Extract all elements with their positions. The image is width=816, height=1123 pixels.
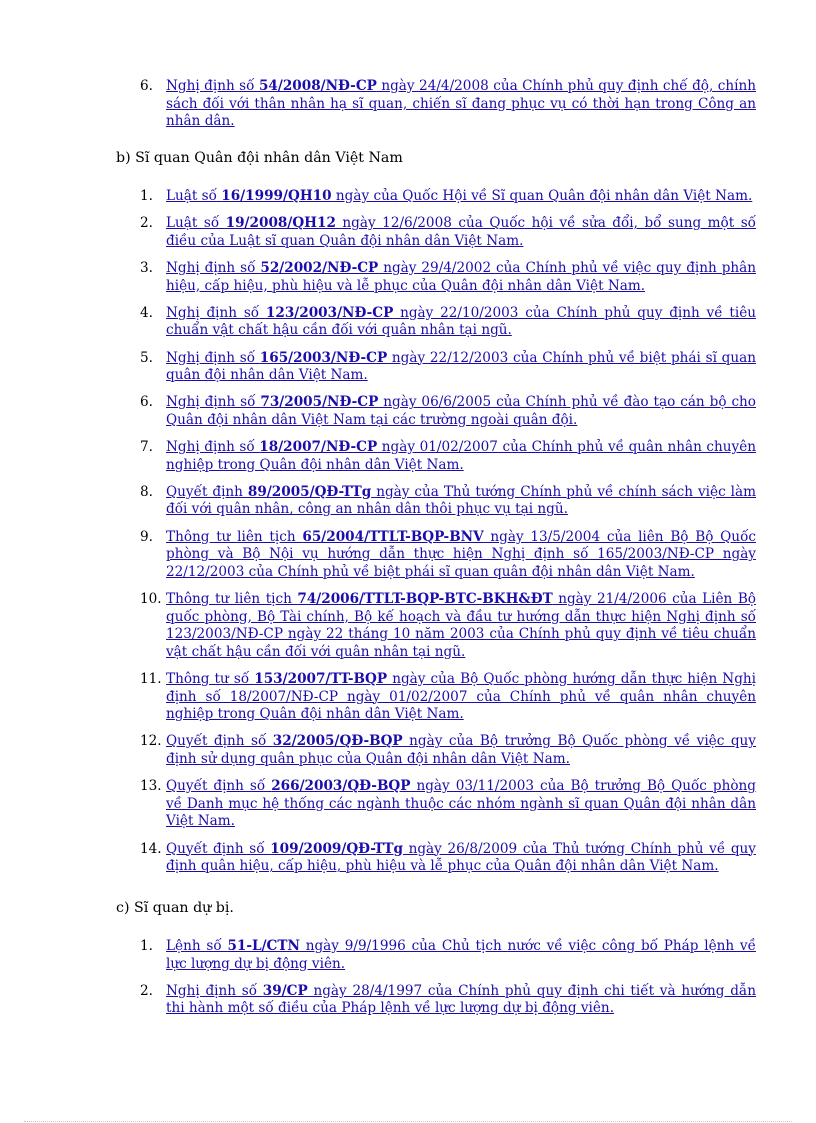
list-item [116, 529, 756, 582]
document-code: 39/CP [262, 982, 308, 999]
document-code: 32/2005/QĐ-BQP [272, 733, 403, 750]
list-item [116, 671, 756, 724]
item-number: 9. [140, 528, 153, 545]
document-link[interactable] [166, 439, 756, 474]
item-number: 14. [140, 840, 162, 857]
item-number: 12. [140, 733, 162, 750]
link-prefix: Quyết định số [166, 840, 271, 857]
document-code: 73/2005/NĐ-CP [260, 394, 379, 411]
link-prefix: Quyết định [166, 483, 248, 500]
link-prefix: Quyết định số [166, 778, 272, 795]
document-link[interactable] [166, 350, 756, 385]
document-code: 52/2002/NĐ-CP [260, 259, 379, 276]
link-description: ngày 9/9/1996 của Chủ tịch nước về việc công bố Pháp lệnh về lực lượng dự bị động viên. [166, 938, 756, 972]
document-link[interactable] [166, 938, 756, 973]
legal-list-c [116, 938, 756, 1028]
list-item [116, 350, 756, 385]
list-item [116, 484, 756, 519]
link-prefix: Thông tư liên tịch [166, 591, 298, 608]
document-code: 123/2003/NĐ-CP [265, 304, 394, 321]
item-number: 2. [140, 215, 153, 232]
document-link[interactable] [166, 394, 756, 429]
section-heading-c: c) Sĩ quan dự bị. [116, 900, 234, 916]
item-number: 3. [140, 259, 153, 276]
item-number: 5. [140, 349, 153, 366]
item-number: 2. [140, 982, 153, 999]
link-prefix: Lệnh số [166, 938, 228, 954]
document-link[interactable] [166, 983, 756, 1018]
link-description: ngày 26/8/2009 của Thủ tướng Chính phủ về quy định quân hiệu, cấp hiệu, phù hiệu và lễ phục của Quân đội nhân dân Việt Nam. [166, 840, 756, 875]
item-number: 4. [140, 304, 153, 321]
list-item [116, 215, 756, 250]
legal-list-a [116, 78, 756, 140]
list-item [116, 841, 756, 876]
item-number: 6. [140, 78, 153, 94]
link-prefix: Nghị định số [166, 349, 260, 366]
link-description: ngày của Quốc Hội về Sĩ quan Quân đội nhân dân Việt Nam. [331, 188, 753, 204]
document-link[interactable] [166, 305, 756, 340]
document-code: 18/2007/NĐ-CP [259, 439, 378, 456]
document-code: 16/1999/QH10 [221, 188, 332, 204]
link-description: ngày 06/6/2005 của Chính phủ về đào tạo cán bộ cho Quân đội nhân dân Việt Nam tại các trường ngoài quân đội. [166, 394, 756, 428]
item-number: 7. [140, 439, 153, 456]
list-item [116, 591, 756, 661]
link-description: ngày 13/5/2004 của liên Bộ Bộ Quốc phòng và Bộ Nội vụ hướng dẫn thực hiện Nghị định số 165/2003/NĐ-CP ngày 22/12/2003 của Chính phủ về biệt phái sĩ quan quân đội nhân dân Việt Nam. [166, 528, 756, 580]
document-link[interactable] [166, 778, 756, 831]
link-description: ngày 22/12/2003 của Chính phủ về biệt phái sĩ quan quân đội nhân dân Việt Nam. [166, 349, 757, 384]
item-number: 11. [140, 671, 162, 687]
link-prefix: Nghị định số [166, 304, 266, 321]
link-description: ngày của Bộ Quốc phòng hướng dẫn thực hiện Nghị định số 18/2007/NĐ-CP ngày 01/02/2007 của Chính phủ về quân nhân chuyên nghiệp trong Quân đội nhân dân Việt Nam. [166, 671, 757, 723]
link-description: ngày 29/4/2002 của Chính phủ về việc quy định phân hiệu, cấp hiệu, phù hiệu và lễ phục của Quân đội nhân dân Việt Nam. [166, 259, 757, 294]
list-item [116, 78, 756, 131]
link-prefix: Nghị định số [166, 259, 261, 276]
link-prefix: Quyết định số [166, 733, 273, 750]
item-number: 8. [140, 483, 153, 500]
document-link[interactable] [166, 591, 756, 661]
link-prefix: Luật số [166, 188, 222, 204]
document-code: 65/2004/TTLT-BQP-BNV [302, 528, 484, 545]
list-item [116, 394, 756, 429]
document-link[interactable] [166, 841, 756, 876]
document-code: 19/2008/QH12 [225, 215, 336, 232]
item-number: 1. [140, 188, 153, 204]
item-number: 6. [140, 394, 153, 411]
page-bottom-rule [24, 1121, 792, 1122]
document-code: 165/2003/NĐ-CP [259, 349, 388, 366]
list-item [116, 260, 756, 295]
document-link[interactable] [166, 733, 756, 768]
link-prefix: Thông tư số [166, 671, 255, 687]
document-link[interactable] [166, 529, 756, 582]
item-number: 13. [140, 778, 162, 795]
link-description: ngày 12/6/2008 của Quốc hội về sửa đổi, bổ sung một số điều của Luật sĩ quan Quân đội nhân dân Việt Nam. [166, 215, 756, 249]
list-item [116, 778, 756, 831]
list-item [116, 188, 756, 206]
link-prefix: Nghị định số [166, 982, 263, 999]
document-code: 74/2006/TTLT-BQP-BTC-BKH&ĐT [297, 591, 553, 608]
link-prefix: Luật số [166, 215, 226, 232]
document-code: 266/2003/QĐ-BQP [271, 778, 411, 795]
item-number: 1. [140, 938, 153, 954]
document-link[interactable] [166, 215, 756, 250]
link-description: ngày của Thủ tướng Chính phủ về chính sách việc làm đối với quân nhân, công an nhân dân thôi phục vụ tại ngũ. [166, 483, 756, 518]
document-link[interactable] [166, 671, 756, 724]
link-prefix: Nghị định số [166, 394, 261, 411]
legal-list-b [116, 188, 756, 885]
document-link[interactable] [166, 188, 756, 206]
list-item [116, 439, 756, 474]
document-code: 109/2009/QĐ-TTg [270, 840, 403, 857]
link-description: ngày 01/02/2007 của Chính phủ về quân nhân chuyên nghiệp trong Quân đội nhân dân Việt Nam. [166, 439, 757, 473]
document-code: 51-L/CTN [227, 938, 300, 954]
link-prefix: Nghị định số [166, 439, 260, 456]
link-prefix: Nghị định số [166, 78, 259, 94]
document-link[interactable] [166, 484, 756, 519]
link-description: ngày 21/4/2006 của Liên Bộ quốc phòng, Bộ Tài chính, Bộ kế hoạch và đầu tư hướng dẫn thực hiện Nghị định số 123/2003/NĐ-CP ngày 22 tháng 10 năm 2003 của Chính phủ quy định về tiêu chuẩn vật chất hậu cần đối với quân nhân tại ngũ. [166, 591, 756, 660]
document-code: 89/2005/QĐ-TTg [247, 483, 372, 500]
item-number: 10. [140, 591, 162, 608]
link-description: ngày 03/11/2003 của Bộ trưởng Bộ Quốc phòng về Danh mục hệ thống các ngành thuộc các nhóm ngành sĩ quan Quân đội nhân dân Việt Nam. [166, 778, 756, 830]
document-code: 54/2008/NĐ-CP [258, 78, 377, 94]
link-description: ngày 22/10/2003 của Chính phủ quy định về tiêu chuẩn vật chất hậu cần đối với quân nhân tại ngũ. [166, 304, 756, 339]
section-heading-b: b) Sĩ quan Quân đội nhân dân Việt Nam [116, 150, 403, 166]
link-description: ngày 28/4/1997 của Chính phủ quy định chi tiết và hướng dẫn thi hành một số điều của Pháp lệnh về lực lượng dự bị động viên. [166, 982, 757, 1017]
list-item [116, 733, 756, 768]
link-prefix: Thông tư liên tịch [166, 528, 303, 545]
document-link[interactable] [166, 78, 756, 131]
link-description: ngày 24/4/2008 của Chính phủ quy định chế độ, chính sách đối với thân nhân hạ sĩ quan, chiến sĩ đang phục vụ có thời hạn trong Công an nhân dân. [166, 78, 756, 130]
document-code: 153/2007/TT-BQP [254, 671, 388, 687]
list-item [116, 938, 756, 973]
list-item [116, 305, 756, 340]
list-item [116, 983, 756, 1018]
document-link[interactable] [166, 260, 756, 295]
link-description: ngày của Bộ trưởng Bộ Quốc phòng về việc quy định sử dụng quân phục của Quân đội nhân dân Việt Nam. [166, 733, 756, 767]
